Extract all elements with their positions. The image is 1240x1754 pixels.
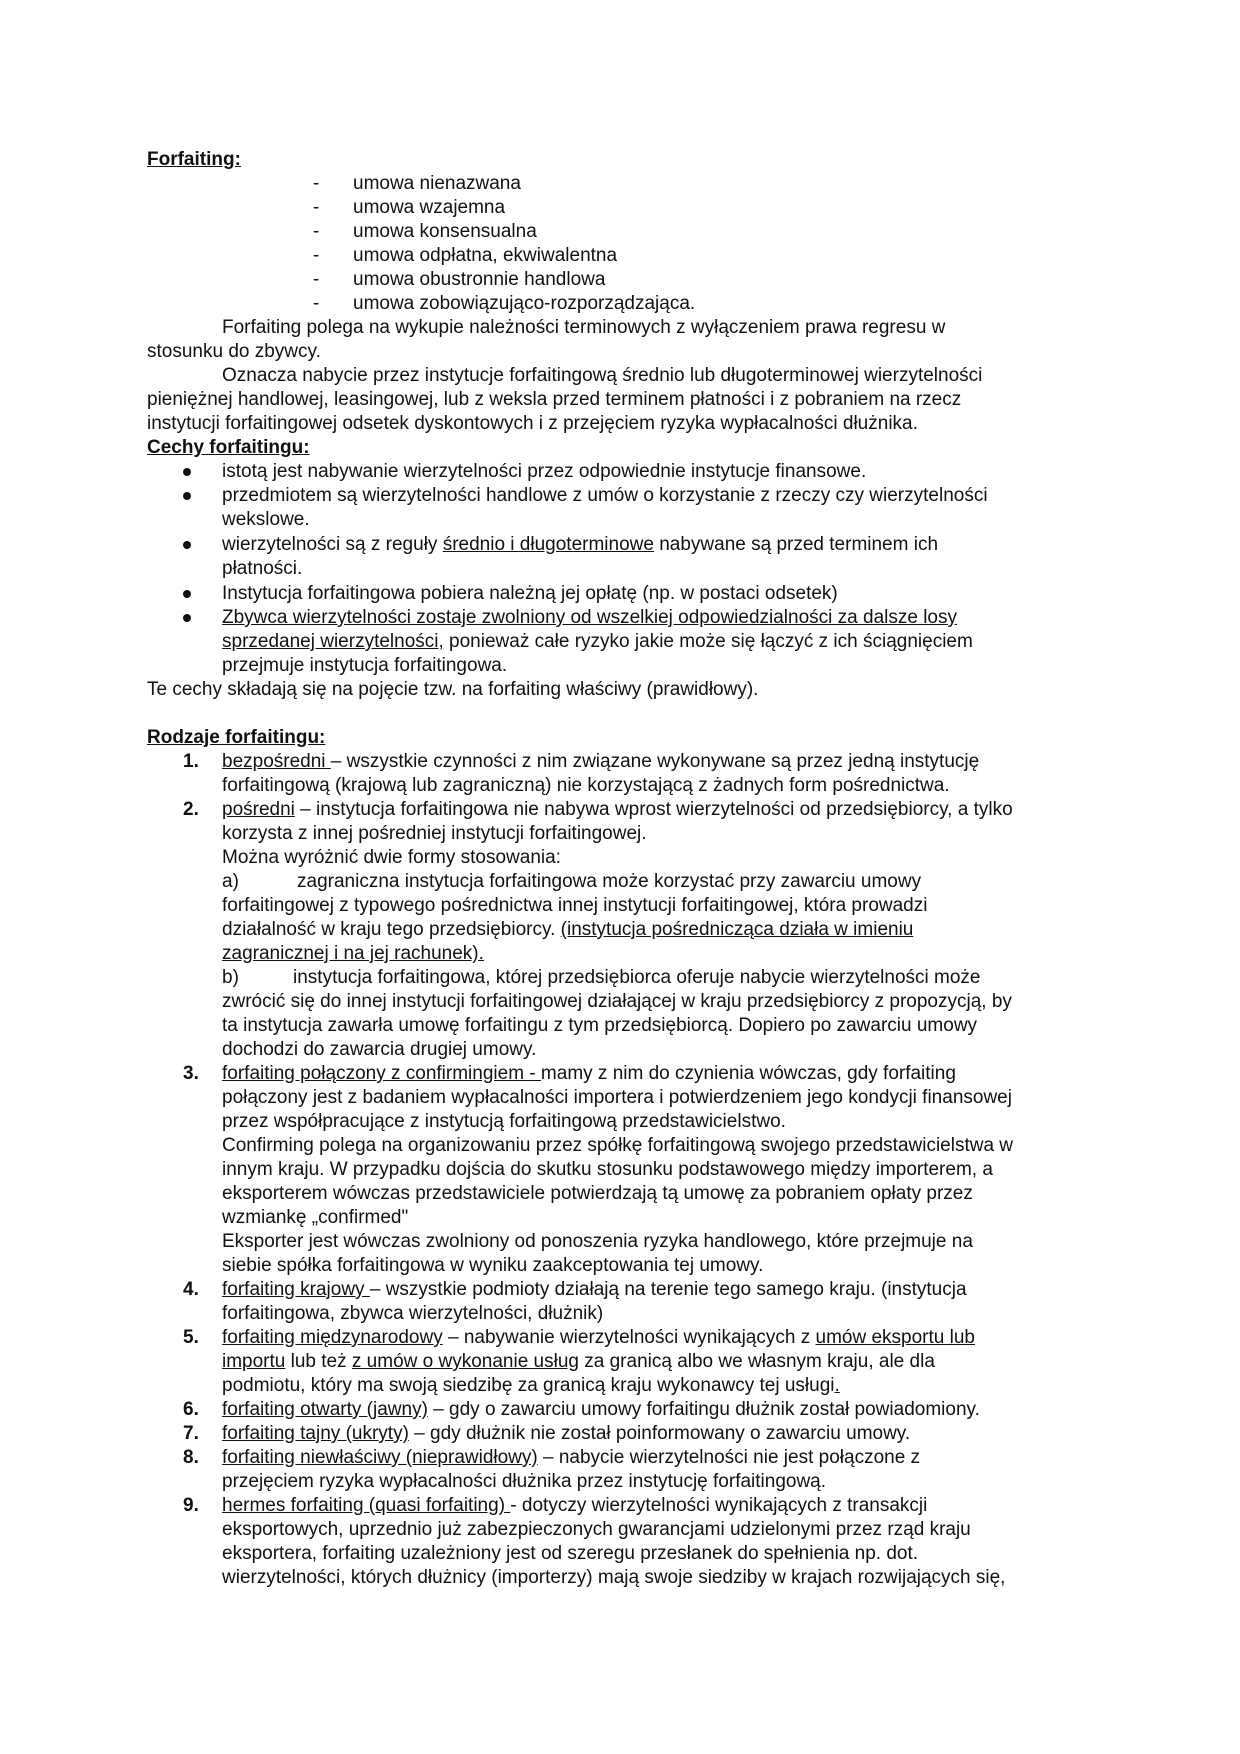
list-item: umowa obustronnie handlowa <box>353 269 606 290</box>
bullet-marker <box>183 468 191 476</box>
sub-label-a: a) <box>222 871 239 892</box>
dash-marker: - <box>313 245 320 266</box>
text-run: – instytucja forfaitingowa nie nabywa wprost wierzytelności od przedsiębiorcy, a tylko <box>294 799 1013 820</box>
type-item <box>222 1278 967 1302</box>
type-item <box>222 750 979 774</box>
type-item-cont: dochodzi do zawarcia drugiej umowy. <box>222 1039 537 1060</box>
type-item-cont: przejęciem ryzyka wypłacalności dłużnika przez instytucję forfaitingową. <box>222 1471 827 1492</box>
heading-types: Rodzaje forfaitingu: <box>147 727 326 748</box>
list-item: umowa odpłatna, ekwiwalentna <box>353 245 618 266</box>
type-item-cont: forfaitingowej z typowego pośrednictwa innej instytucji forfaitingowej, która prowadzi <box>222 895 928 916</box>
underlined-term: umów eksportu lub <box>815 1327 975 1348</box>
text-line: Forfaiting polega na wykupie należności terminowych z wyłączeniem prawa regresu w <box>222 317 946 338</box>
dash-marker: - <box>313 269 320 290</box>
type-item-cont: wierzytelności, których dłużnicy (importerzy) mają swoje siedziby w krajach rozwijających się, <box>222 1567 1006 1588</box>
feature-item-cont: wekslowe. <box>222 509 310 530</box>
list-item: umowa zobowiązująco-rozporządzająca. <box>353 293 696 314</box>
type-item-cont: połączony jest z badaniem wypłacalności importera i potwierdzeniem jego kondycji finansowej <box>222 1087 1012 1108</box>
underlined-term: z umów o wykonanie usług <box>351 1351 579 1372</box>
type-item-cont: instytucja forfaitingowa, której przedsiębiorca oferuje nabycie wierzytelności może <box>293 967 981 988</box>
type-item-cont: zagraniczna instytucja forfaitingowa może korzystać przy zawarciu umowy <box>297 871 922 892</box>
dash-marker: - <box>313 197 320 218</box>
list-number: 8. <box>183 1447 199 1468</box>
list-number: 1. <box>183 751 199 772</box>
underlined-term: forfaiting krajowy <box>222 1279 370 1300</box>
list-number: 9. <box>183 1495 199 1516</box>
text-run: wierzytelności są z reguły <box>222 534 443 555</box>
type-item-cont: forfaitingową (krajową lub zagraniczną) nie korzystającą z żadnych form pośrednictwa. <box>222 775 950 796</box>
type-item-cont: zagranicznej i na jej rachunek). <box>222 943 484 964</box>
bullet-marker <box>183 541 191 549</box>
type-item-cont: siebie spółka forfaitingowa w wyniku zaakceptowania tej umowy. <box>222 1255 764 1276</box>
type-item-cont: wzmiankę „confirmed" <box>222 1207 409 1228</box>
text-run: – nabycie wierzytelności nie jest połączone z <box>537 1447 921 1468</box>
type-item-cont: Można wyróżnić dwie formy stosowania: <box>222 847 561 868</box>
underlined-term: sprzedanej wierzytelności, <box>222 631 444 652</box>
bullet-marker <box>183 492 191 500</box>
type-item-cont <box>222 1350 935 1374</box>
list-number: 3. <box>183 1063 199 1084</box>
list-number: 4. <box>183 1279 199 1300</box>
type-item-cont: innym kraju. W przypadku dojścia do skutku stosunku podstawowego między importerem, a <box>222 1159 993 1180</box>
text-run: ponieważ całe ryzyko jakie może się łączyć z ich ściągnięciem <box>443 631 973 652</box>
feature-item: Instytucja forfaitingowa pobiera należną jej opłatę (np. w postaci odsetek) <box>222 583 838 604</box>
bullet-marker <box>183 590 191 598</box>
type-item-cont: eksporterem wówczas przedstawiciele potwierdzają tą umowę za pobraniem opłaty przez <box>222 1183 973 1204</box>
underlined-term: forfaiting tajny (ukryty) <box>222 1423 409 1444</box>
text-run: – nabywanie wierzytelności wynikających z <box>442 1327 816 1348</box>
dash-marker: - <box>313 173 320 194</box>
text-run: – wszystkie czynności z nim związane wykonywane są przez jedną instytucję <box>330 751 980 772</box>
underlined-term: forfaiting niewłaściwy (nieprawidłowy) <box>222 1447 538 1468</box>
text-line: stosunku do zbywcy. <box>147 341 321 362</box>
type-item-cont: zwrócić się do innej instytucji forfaitingowej działającej w kraju przedsiębiorcy z propozycją, by <box>222 991 1012 1012</box>
type-item <box>222 1398 980 1422</box>
type-item-cont: Confirming polega na organizowaniu przez spółkę forfaitingową swojego przedstawicielstwa w <box>222 1135 1014 1156</box>
type-item-cont: Eksporter jest wówczas zwolniony od ponoszenia ryzyka handlowego, które przejmuje na <box>222 1231 973 1252</box>
dash-marker: - <box>313 221 320 242</box>
type-item <box>222 798 1013 822</box>
feature-item-cont <box>222 630 973 654</box>
text-run: działalność w kraju tego przedsiębiorcy. <box>222 919 561 940</box>
type-item-cont: korzysta z innej pośredniej instytucji forfaitingowej. <box>222 823 647 844</box>
text-run: - dotyczy wierzytelności wynikających z transakcji <box>510 1495 928 1516</box>
heading-features: Cechy forfaitingu: <box>147 437 310 458</box>
list-number: 5. <box>183 1327 199 1348</box>
text-run: podmiotu, który ma swoją siedzibę za granicą kraju wykonawcy tej usługi <box>222 1375 835 1396</box>
feature-item: przedmiotem są wierzytelności handlowe z umów o korzystanie z rzeczy czy wierzytelności <box>222 485 988 506</box>
underlined-term: bezpośredni <box>222 751 331 772</box>
type-item-cont: forfaitingowa, zbywca wierzytelności, dłużnik) <box>222 1303 604 1324</box>
list-number: 7. <box>183 1423 199 1444</box>
type-item-cont <box>222 1374 840 1398</box>
list-item: umowa nienazwana <box>353 173 521 194</box>
list-number: 2. <box>183 799 199 820</box>
type-item <box>222 1062 956 1086</box>
type-item <box>222 1422 910 1446</box>
sub-label-b: b) <box>222 967 239 988</box>
list-number: 6. <box>183 1399 199 1420</box>
dash-marker: - <box>313 293 320 314</box>
type-item <box>222 1446 920 1470</box>
type-item-cont: eksportera, forfaiting uzależniony jest od szeregu przesłanek do spełnienia np. dot. <box>222 1543 919 1564</box>
type-item-cont: ta instytucja zawarła umowę forfaitingu z tym przedsiębiorcą. Dopiero po zawarciu umowy <box>222 1015 978 1036</box>
feature-item: istotą jest nabywanie wierzytelności przez odpowiednie instytucje finansowe. <box>222 461 867 482</box>
text-line: instytucji forfaitingowej odsetek dyskontowych i z przejęciem ryzyka wypłacalności dłużnika. <box>147 413 918 434</box>
text-line: Oznacza nabycie przez instytucje forfaitingową średnio lub długoterminowej wierzytelności <box>222 365 983 386</box>
feature-item-cont: przejmuje instytucja forfaitingowa. <box>222 655 508 676</box>
list-item: umowa konsensualna <box>353 221 537 242</box>
underlined-term: importu <box>222 1351 286 1372</box>
type-item <box>222 1326 975 1350</box>
underlined-term: forfaiting międzynarodowy <box>222 1327 443 1348</box>
underlined-term: (instytucja pośrednicząca działa w imieniu <box>560 919 914 940</box>
underlined-term: średnio i długoterminowe <box>442 534 654 555</box>
underlined-term: . <box>834 1375 840 1396</box>
underlined-term: forfaiting otwarty (jawny) <box>222 1399 428 1420</box>
text-run: za granicą albo we własnym kraju, ale dla <box>578 1351 935 1372</box>
type-item-cont: przez współpracujące z instytucją forfaitingową przedstawicielstwo. <box>222 1111 786 1132</box>
underlined-term: forfaiting połączony z confirmingiem - <box>222 1063 541 1084</box>
underlined-term: pośredni <box>222 799 295 820</box>
feature-item <box>222 533 938 557</box>
underlined-term: hermes forfaiting (quasi forfaiting) <box>222 1495 511 1516</box>
text-run: lub też <box>285 1351 352 1372</box>
feature-item-cont: płatności. <box>222 558 303 579</box>
type-item-cont: eksportowych, uprzednio już zabezpieczonych gwarancjami udzielonymi przez rząd kraju <box>222 1519 971 1540</box>
text-line: pieniężnej handlowej, leasingowej, lub z weksla przed terminem płatności i z pobraniem na rzecz <box>147 389 962 410</box>
text-run: – wszystkie podmioty działają na terenie tego samego kraju. (instytucja <box>369 1279 967 1300</box>
text-run: – gdy dłużnik nie został poinformowany o zawarciu umowy. <box>408 1423 911 1444</box>
text-run: mamy z nim do czynienia wówczas, gdy forfaiting <box>540 1063 956 1084</box>
heading-forfaiting: Forfaiting: <box>147 149 241 170</box>
list-item: umowa wzajemna <box>353 197 506 218</box>
features-summary: Te cechy składają się na pojęcie tzw. na forfaiting właściwy (prawidłowy). <box>147 679 759 700</box>
type-item-cont <box>222 918 913 942</box>
text-run: – gdy o zawarciu umowy forfaitingu dłużnik został powiadomiony. <box>427 1399 980 1420</box>
type-item <box>222 1494 927 1518</box>
text-run: nabywane są przed terminem ich <box>653 534 939 555</box>
feature-item: Zbywca wierzytelności zostaje zwolniony od wszelkiej odpowiedzialności za dalsze losy <box>222 607 957 628</box>
bullet-marker <box>183 614 191 622</box>
